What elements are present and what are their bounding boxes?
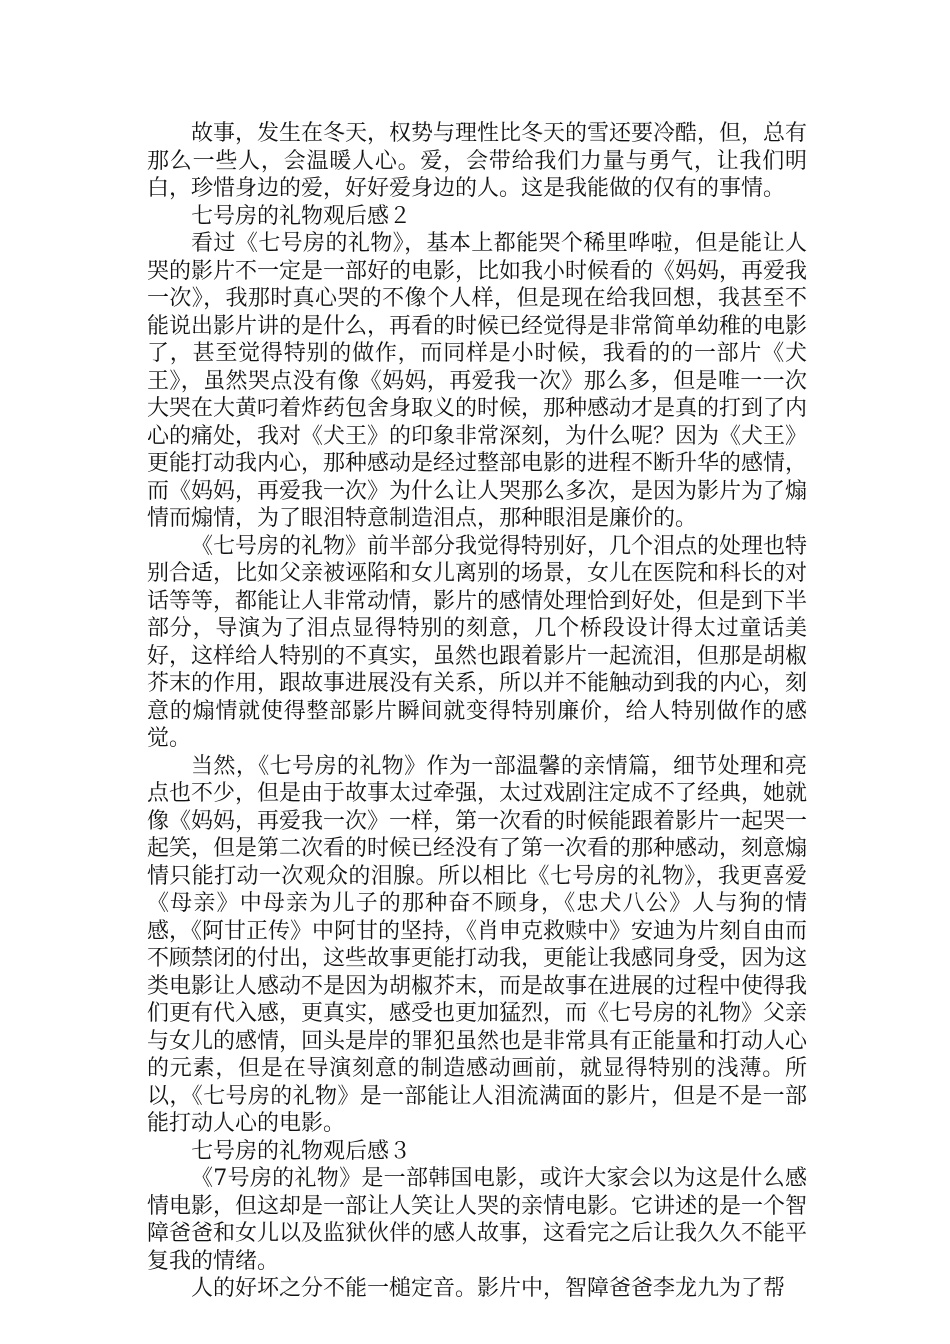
section-heading-3: 七号房的礼物观后感３	[191, 1138, 412, 1164]
document-page	[147, 120, 807, 1303]
section-heading-2: 七号房的礼物观后感２	[191, 203, 412, 229]
paragraph-3-2: 人的好坏之分不能一槌定音。影片中，智障爸爸李龙九为了帮	[191, 1276, 786, 1301]
paragraph-2-1: 看过《七号房的礼物》，基本上都能哭个稀里哗啦，但是能让人哭的影片不一定是一部好的电影，比如我小时候看的《妈妈，再爱我一次》，我那时真心哭的不像个人样，但是现在给我回想，我甚至不能说出影片讲的是什么，再看的时候已经觉得是非常简单幼稚的电影了，甚至觉得特别的做作，而同样是小时候，我看的的一部片《犬王》，虽然哭点没有像《妈妈，再爱我一次》那么多，但是唯一一次大哭在大黄叼着炸药包舍身取义的时候，那种感动才是真的打到了内心的痛处，我对《犬王》的印象非常深刻，为什么呢？因为《犬王》更能打动我内心，那种感动是经过整部电影的进程不断升华的感情，而《妈妈，再爱我一次》为什么让人哭那么多次，是因为影片为了煽情而煽情，为了眼泪特意制造泪点，那种眼泪是廉价的。	[147, 231, 808, 531]
paragraph-2-2: 《七号房的礼物》前半部分我觉得特别好，几个泪点的处理也特别合适，比如父亲被诬陷和女儿离别的场景，女儿在医院和科长的对话等等，都能让人非常动情，影片的感情处理恰到好处，但是到下半部分，导演为了泪点显得特别的刻意，几个桥段设计得太过童话美好，这样给人特别的不真实，虽然也跟着影片一起流泪，但那是胡椒芥末的作用，跟故事进展没有关系，所以并不能触动到我的内心，刻意的煽情就使得整部影片瞬间就变得特别廉价，给人特别做作的感觉。	[147, 533, 808, 751]
paragraph-intro: 故事，发生在冬天，权势与理性比冬天的雪还要冷酷，但，总有那么一些人，会温暖人心。爱，会带给我们力量与勇气，让我们明白，珍惜身边的爱，好好爱身边的人。这是我能做的仅有的事情。	[147, 121, 808, 201]
paragraph-2-3: 当然，《七号房的礼物》作为一部温馨的亲情篇，细节处理和亮点也不少，但是由于故事太过牵强，太过戏剧注定成不了经典，她就像《妈妈，再爱我一次》一样，第一次看的时候能跟着影片一起哭一起笑，但是第二次看的时候已经没有了第一次看的那种感动，刻意煽情只能打动一次观众的泪腺。所以相比《七号房的礼物》，我更喜爱《母亲》中母亲为儿子的那种奋不顾身，《忠犬八公》人与狗的情感，《阿甘正传》中阿甘的坚持，《肖申克救赎中》安迪为片刻自由而不顾禁闭的付出，这些故事更能打动我，更能让我感同身受，因为这类电影让人感动不是因为胡椒芥末，而是故事在进展的过程中使得我们更有代入感，更真实，感受也更加猛烈，而《七号房的礼物》父亲与女儿的感情，回头是岸的罪犯虽然也是非常具有正能量和打动人心的元素，但是在导演刻意的制造感动画前，就显得特别的浅薄。所以，《七号房的礼物》是一部能让人泪流满面的影片，但是不是一部能打动人心的电影。	[147, 753, 808, 1136]
paragraph-3-1: 《7号房的礼物》是一部韩国电影，或许大家会以为这是什么感情电影，但这却是一部让人笑让人哭的亲情电影。它讲述的是一个智障爸爸和女儿以及监狱伙伴的感人故事，这看完之后让我久久不能平复我的情绪。	[147, 1166, 808, 1274]
